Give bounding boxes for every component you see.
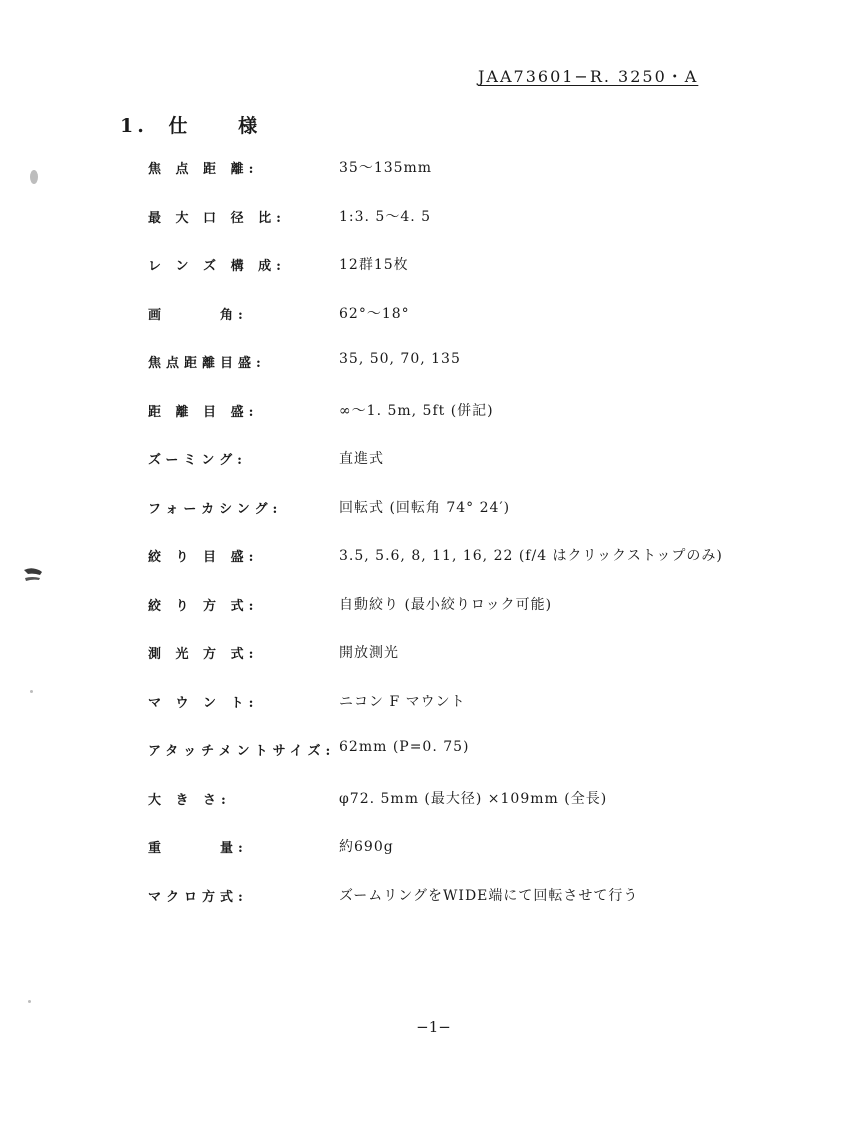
spec-label: 重 量: bbox=[148, 841, 248, 856]
spec-value: 1:3. 5〜4. 5 bbox=[339, 208, 432, 225]
spec-row-zooming bbox=[148, 449, 808, 498]
spec-value: φ72. 5mm (最大径) ×109mm (全長) bbox=[339, 790, 608, 807]
spec-row-max-aperture bbox=[148, 207, 808, 256]
spec-value: 3.5, 5.6, 8, 11, 16, 22 (f/4 はクリックストップのみ) bbox=[339, 548, 723, 564]
spec-value: 約690g bbox=[339, 839, 394, 855]
spec-value: ニコン F マウント bbox=[339, 693, 466, 710]
spec-label: 画 角: bbox=[148, 307, 248, 323]
spec-row-aperture-scale bbox=[148, 546, 808, 595]
document-id: JAA73601−R. 3250・A bbox=[478, 67, 699, 86]
spec-label: 大 き さ: bbox=[148, 792, 231, 808]
spec-row-focusing bbox=[148, 498, 808, 547]
spec-row-weight bbox=[148, 837, 808, 886]
spec-label: ズーミング: bbox=[148, 453, 247, 468]
spec-value: ∞〜1. 5m, 5ft (併記) bbox=[339, 402, 494, 419]
spec-value: 35〜135mm bbox=[339, 160, 433, 176]
spec-label: 最 大 口 径 比: bbox=[148, 210, 286, 226]
spec-label: 絞 り 方 式: bbox=[148, 598, 259, 614]
spec-list bbox=[148, 158, 808, 934]
spec-row-lens-construction bbox=[148, 255, 808, 304]
spec-value: 開放測光 bbox=[339, 645, 399, 661]
spec-label: レ ン ズ 構 成: bbox=[148, 259, 286, 274]
spec-row-metering-method bbox=[148, 643, 808, 692]
spec-value: 12群15枚 bbox=[339, 257, 409, 273]
page-number: −1− bbox=[416, 1018, 451, 1036]
spec-label: マクロ方式: bbox=[148, 889, 248, 905]
spec-row-angle-of-view bbox=[148, 304, 808, 353]
spec-row-macro-method bbox=[148, 886, 808, 935]
spec-row-attachment-size bbox=[148, 740, 808, 789]
scan-speck bbox=[30, 690, 33, 693]
spec-label: 焦点距離目盛: bbox=[148, 356, 266, 371]
scan-speck bbox=[28, 1000, 31, 1003]
spec-value: 回転式 (回転角 74° 24′) bbox=[339, 499, 511, 516]
spec-value: 自動絞り (最小絞りロック可能) bbox=[339, 596, 553, 613]
spec-row-focal-length-scale bbox=[148, 352, 808, 401]
section-title: 仕 様 bbox=[168, 115, 280, 137]
spec-value: ズームリングをWIDE端にて回転させて行う bbox=[339, 887, 639, 904]
spec-label: アタッチメントサイズ: bbox=[148, 744, 336, 759]
spec-label: フォーカシング: bbox=[148, 501, 283, 517]
spec-label: 距 離 目 盛: bbox=[148, 404, 259, 420]
spec-value: 直進式 bbox=[339, 451, 384, 467]
spec-row-distance-scale bbox=[148, 401, 808, 450]
section-heading bbox=[120, 111, 279, 138]
spec-row-dimensions bbox=[148, 789, 808, 838]
spec-label: 焦 点 距 離: bbox=[148, 162, 259, 177]
spec-label: マ ウ ン ト: bbox=[148, 695, 259, 711]
scan-speck bbox=[30, 170, 38, 184]
spec-value: 62mm (P=0. 75) bbox=[339, 739, 470, 755]
spec-value: 35, 50, 70, 135 bbox=[339, 351, 461, 367]
spec-label: 絞 り 目 盛: bbox=[148, 550, 259, 565]
scan-smudge-mark bbox=[22, 566, 48, 584]
spec-value: 62°〜18° bbox=[339, 305, 410, 322]
spec-label: 測 光 方 式: bbox=[148, 647, 259, 662]
spec-row-aperture-method bbox=[148, 595, 808, 644]
spec-row-focal-length bbox=[148, 158, 808, 207]
spec-row-mount bbox=[148, 692, 808, 741]
section-number: 1. bbox=[120, 115, 148, 137]
